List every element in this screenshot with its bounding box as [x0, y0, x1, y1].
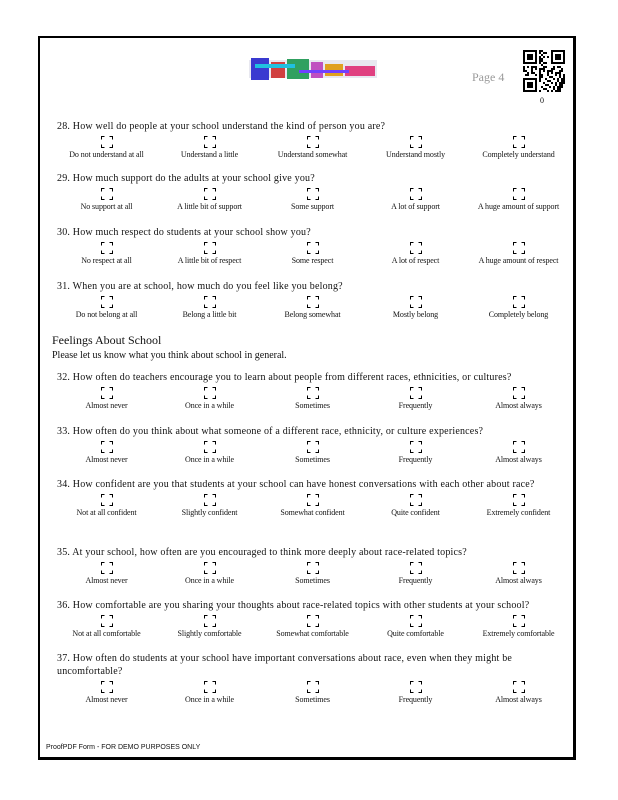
answer-option-label: Almost never — [85, 455, 128, 464]
answer-option-label: Once in a while — [185, 695, 234, 704]
answer-option[interactable] — [158, 386, 261, 410]
answer-option[interactable] — [158, 614, 261, 638]
question-30 — [55, 226, 565, 265]
radio-checkbox-icon[interactable] — [101, 614, 113, 626]
radio-checkbox-icon[interactable] — [513, 680, 525, 692]
radio-checkbox-icon[interactable] — [307, 493, 319, 505]
radio-checkbox-icon[interactable] — [513, 295, 525, 307]
answer-option[interactable] — [364, 440, 467, 464]
answer-option-label: Completely belong — [488, 310, 549, 319]
answer-option-label: Frequently — [398, 401, 433, 410]
question-28 — [55, 120, 565, 159]
answer-option-label: Belong a little bit — [182, 310, 237, 319]
answer-option-label: Sometimes — [295, 576, 330, 585]
answer-options — [55, 440, 570, 464]
answer-options — [55, 680, 570, 704]
footer-note: ProofPDF Form - FOR DEMO PURPOSES ONLY — [46, 744, 201, 751]
answer-option-label: Frequently — [398, 695, 433, 704]
answer-option[interactable] — [261, 241, 364, 265]
answer-option[interactable] — [467, 561, 570, 585]
radio-checkbox-icon[interactable] — [513, 135, 525, 147]
answer-option-label: Sometimes — [295, 695, 330, 704]
radio-checkbox-icon[interactable] — [410, 241, 422, 253]
answer-option-label: Once in a while — [185, 455, 234, 464]
radio-checkbox-icon[interactable] — [204, 386, 216, 398]
answer-option[interactable] — [261, 440, 364, 464]
answer-option[interactable] — [158, 295, 261, 319]
radio-checkbox-icon[interactable] — [513, 386, 525, 398]
answer-option[interactable] — [55, 440, 158, 464]
answer-option-label: Almost never — [85, 576, 128, 585]
answer-option[interactable] — [467, 493, 570, 517]
radio-checkbox-icon[interactable] — [513, 561, 525, 573]
answer-options — [55, 386, 570, 410]
radio-checkbox-icon[interactable] — [410, 135, 422, 147]
answer-option[interactable] — [261, 135, 364, 159]
radio-checkbox-icon[interactable] — [410, 493, 422, 505]
qr-code-icon — [523, 50, 565, 92]
answer-option[interactable] — [467, 241, 570, 265]
answer-option-label: Almost always — [495, 695, 542, 704]
question-text: 34. How confident are you that students at your school can have honest conversations with each other about race? — [57, 479, 535, 490]
answer-option-label: Sometimes — [295, 401, 330, 410]
question-text: 29. How much support do the adults at your school give you? — [57, 173, 315, 184]
answer-option-label: Slightly confident — [181, 508, 238, 517]
radio-checkbox-icon[interactable] — [307, 135, 319, 147]
radio-checkbox-icon[interactable] — [513, 440, 525, 452]
radio-checkbox-icon[interactable] — [410, 440, 422, 452]
answer-option-label: Sometimes — [295, 455, 330, 464]
answer-option-label: Completely understand — [482, 150, 555, 159]
answer-option-label: Frequently — [398, 576, 433, 585]
question-text: 32. How often do teachers encourage you to learn about people from different races, ethnicities, or cultures? — [57, 372, 512, 383]
answer-option-label: A little bit of support — [177, 202, 242, 211]
radio-checkbox-icon[interactable] — [101, 135, 113, 147]
answer-option[interactable] — [158, 135, 261, 159]
answer-option[interactable] — [158, 493, 261, 517]
answer-options — [55, 295, 570, 319]
answer-option[interactable] — [158, 561, 261, 585]
answer-option-label: Somewhat comfortable — [276, 629, 349, 638]
answer-option-label: No respect at all — [81, 256, 132, 265]
form-page — [38, 36, 576, 760]
answer-option-label: Belong somewhat — [284, 310, 341, 319]
radio-checkbox-icon[interactable] — [410, 295, 422, 307]
answer-options — [55, 241, 570, 265]
radio-checkbox-icon[interactable] — [204, 295, 216, 307]
answer-option-label: Almost always — [495, 401, 542, 410]
question-text: 30. How much respect do students at your school show you? — [57, 227, 311, 238]
answer-option[interactable] — [55, 187, 158, 211]
answer-option-label: A lot of respect — [391, 256, 440, 265]
radio-checkbox-icon[interactable] — [410, 680, 422, 692]
section-title: Feelings About School — [52, 333, 162, 347]
answer-option[interactable] — [55, 680, 158, 704]
question-text: 31. When you are at school, how much do you feel like you belong? — [57, 281, 343, 292]
radio-checkbox-icon[interactable] — [513, 187, 525, 199]
answer-option-label: Quite comfortable — [387, 629, 444, 638]
answer-option-label: Extremely confident — [486, 508, 551, 517]
radio-checkbox-icon[interactable] — [101, 187, 113, 199]
answer-option-label: Almost always — [495, 455, 542, 464]
answer-option[interactable] — [158, 680, 261, 704]
answer-option[interactable] — [55, 561, 158, 585]
answer-option[interactable] — [55, 295, 158, 319]
radio-checkbox-icon[interactable] — [204, 187, 216, 199]
question-34 — [55, 478, 565, 517]
radio-checkbox-icon[interactable] — [513, 493, 525, 505]
question-text: 36. How comfortable are you sharing your thoughts about race-related topics with other students at your school? — [57, 600, 530, 611]
answer-option[interactable] — [364, 187, 467, 211]
radio-checkbox-icon[interactable] — [101, 680, 113, 692]
question-33 — [55, 425, 565, 464]
answer-option-label: Do not understand at all — [69, 150, 144, 159]
answer-option[interactable] — [467, 440, 570, 464]
answer-option[interactable] — [467, 187, 570, 211]
question-37 — [55, 652, 565, 704]
radio-checkbox-icon[interactable] — [204, 135, 216, 147]
answer-option[interactable] — [158, 241, 261, 265]
answer-option[interactable] — [55, 386, 158, 410]
answer-option-label: Understand a little — [180, 150, 239, 159]
answer-option-label: Slightly comfortable — [177, 629, 242, 638]
question-31 — [55, 280, 565, 319]
answer-option[interactable] — [261, 493, 364, 517]
answer-option[interactable] — [467, 386, 570, 410]
answer-option[interactable] — [55, 135, 158, 159]
answer-option-label: Understand mostly — [386, 150, 445, 159]
radio-checkbox-icon[interactable] — [307, 680, 319, 692]
answer-option-label: Mostly belong — [392, 310, 439, 319]
radio-checkbox-icon[interactable] — [307, 187, 319, 199]
answer-option[interactable] — [261, 614, 364, 638]
radio-checkbox-icon[interactable] — [410, 614, 422, 626]
answer-option[interactable] — [364, 135, 467, 159]
answer-option-label: Understand somewhat — [277, 150, 348, 159]
answer-option-label: Frequently — [398, 455, 433, 464]
answer-option[interactable] — [364, 680, 467, 704]
answer-option-label: Some support — [290, 202, 335, 211]
answer-options — [55, 187, 570, 211]
answer-option-label: A huge amount of support — [477, 202, 560, 211]
radio-checkbox-icon[interactable] — [307, 561, 319, 573]
question-35 — [55, 546, 565, 585]
question-text: 35. At your school, how often are you encouraged to think more deeply about race-related topics? — [57, 547, 467, 558]
answer-option[interactable] — [158, 440, 261, 464]
answer-option-label: A lot of support — [391, 202, 440, 211]
answer-option-label: Once in a while — [185, 401, 234, 410]
answer-option-label: Some respect — [291, 256, 334, 265]
question-text: 33. How often do you think about what someone of a different race, ethnicity, or culture experiences? — [57, 426, 484, 437]
radio-checkbox-icon[interactable] — [513, 241, 525, 253]
radio-checkbox-icon[interactable] — [204, 680, 216, 692]
radio-checkbox-icon[interactable] — [101, 295, 113, 307]
answer-option-label: A little bit of respect — [177, 256, 242, 265]
header-logo-banner — [249, 56, 377, 82]
answer-option[interactable] — [261, 561, 364, 585]
answer-options — [55, 135, 570, 159]
radio-checkbox-icon[interactable] — [204, 440, 216, 452]
qr-caption: 0 — [540, 96, 544, 105]
answer-option-label: Almost never — [85, 401, 128, 410]
radio-checkbox-icon[interactable] — [101, 561, 113, 573]
answer-option-label: No support at all — [80, 202, 133, 211]
answer-option[interactable] — [467, 295, 570, 319]
question-29 — [55, 172, 565, 211]
radio-checkbox-icon[interactable] — [101, 386, 113, 398]
answer-option[interactable] — [364, 561, 467, 585]
answer-option[interactable] — [364, 295, 467, 319]
answer-option[interactable] — [261, 680, 364, 704]
radio-checkbox-icon[interactable] — [204, 493, 216, 505]
radio-checkbox-icon[interactable] — [410, 561, 422, 573]
answer-option-label: Do not belong at all — [75, 310, 138, 319]
answer-option[interactable] — [55, 241, 158, 265]
answer-options — [55, 561, 570, 585]
answer-option[interactable] — [261, 295, 364, 319]
answer-option[interactable] — [467, 614, 570, 638]
answer-options — [55, 493, 570, 517]
answer-option[interactable] — [55, 614, 158, 638]
answer-option-label: Somewhat confident — [280, 508, 345, 517]
question-36 — [55, 599, 565, 638]
answer-option[interactable] — [158, 187, 261, 211]
answer-option[interactable] — [364, 493, 467, 517]
answer-option-label: Extremely comfortable — [482, 629, 555, 638]
answer-option[interactable] — [364, 241, 467, 265]
section-subtitle: Please let us know what you think about school in general. — [52, 350, 287, 361]
question-32 — [55, 371, 565, 410]
radio-checkbox-icon[interactable] — [410, 187, 422, 199]
answer-option[interactable] — [261, 386, 364, 410]
question-text: 37. How often do students at your school have important conversations about race, even when they might be uncomfortable? — [57, 653, 513, 677]
page-number: Page 4 — [472, 70, 505, 84]
radio-checkbox-icon[interactable] — [307, 614, 319, 626]
radio-checkbox-icon[interactable] — [307, 295, 319, 307]
answer-option[interactable] — [467, 680, 570, 704]
answer-option[interactable] — [467, 135, 570, 159]
radio-checkbox-icon[interactable] — [101, 440, 113, 452]
answer-options — [55, 614, 570, 638]
answer-option-label: Quite confident — [391, 508, 440, 517]
radio-checkbox-icon[interactable] — [101, 493, 113, 505]
answer-option-label: Not at all comfortable — [72, 629, 141, 638]
radio-checkbox-icon[interactable] — [307, 386, 319, 398]
radio-checkbox-icon[interactable] — [204, 614, 216, 626]
radio-checkbox-icon[interactable] — [513, 614, 525, 626]
answer-option-label: Almost never — [85, 695, 128, 704]
answer-option[interactable] — [364, 614, 467, 638]
radio-checkbox-icon[interactable] — [204, 241, 216, 253]
answer-option-label: Almost always — [495, 576, 542, 585]
radio-checkbox-icon[interactable] — [307, 440, 319, 452]
radio-checkbox-icon[interactable] — [307, 241, 319, 253]
radio-checkbox-icon[interactable] — [101, 241, 113, 253]
answer-option-label: Once in a while — [185, 576, 234, 585]
radio-checkbox-icon[interactable] — [204, 561, 216, 573]
answer-option[interactable] — [261, 187, 364, 211]
answer-option-label: A huge amount of respect — [478, 256, 559, 265]
answer-option[interactable] — [364, 386, 467, 410]
answer-option-label: Not at all confident — [76, 508, 137, 517]
answer-option[interactable] — [55, 493, 158, 517]
radio-checkbox-icon[interactable] — [410, 386, 422, 398]
question-text: 28. How well do people at your school understand the kind of person you are? — [57, 121, 386, 132]
